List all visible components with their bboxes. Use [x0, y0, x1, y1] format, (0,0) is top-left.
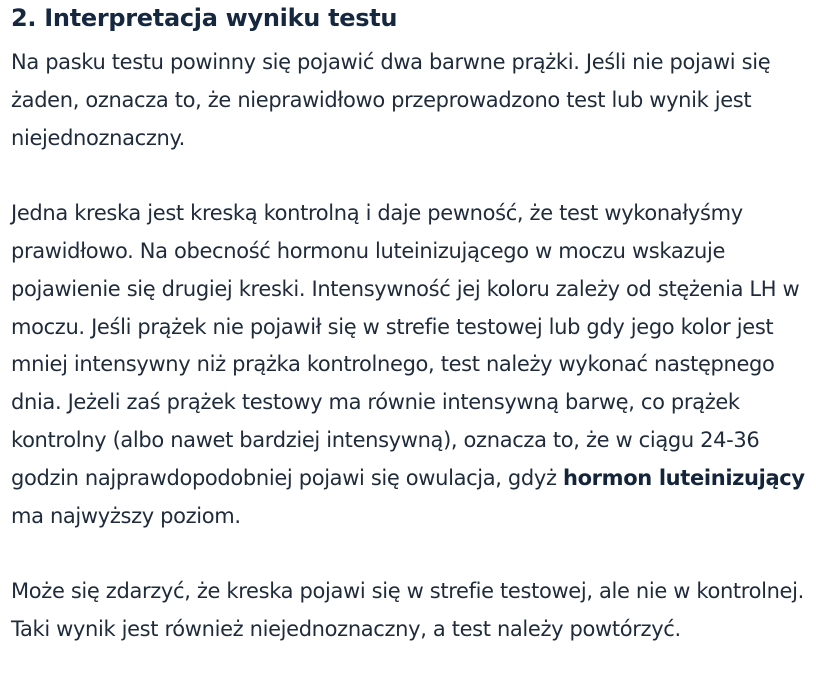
paragraph-text-after-bold: ma najwyższy poziom. [11, 503, 241, 528]
section-heading: 2. Interpretacja wyniku testu [11, 4, 398, 32]
paragraph-text-before-bold: Jedna kreska jest kreską kontrolną i daje pewność, że test wykonałyśmy prawidłowo. Na obecność hormonu luteinizującego w moczu wskazuje pojawienie się drugiej kreski. Intensywność jej koloru zależy od stężenia LH w moczu. Jeśli prążek nie pojawił się w strefie testowej lub gdy jego kolor jest mniej intensywny niż prążka kontrolnego, test należy wykonać następnego dnia. Jeżeli zaś prążek testowy ma równie intensywną barwę, co prążek kontrolny (albo nawet bardziej intensywną), oznacza to, że w ciągu 24-36 godzin najprawdopodobniej pojawi się owulacja, gdyż [11, 201, 800, 490]
article-section [11, 0, 811, 649]
paragraph-test-result-strips: Na pasku testu powinny się pojawić dwa barwne prążki. Jeśli nie pojawi się żaden, oznacza to, że nieprawidłowo przeprowadzono test lub wynik jest niejednoznaczny. [11, 50, 771, 150]
paragraph-inconclusive-result: Może się zdarzyć, że kreska pojawi się w strefie testowej, ale nie w kontrolnej. Taki wynik jest również niejednoznaczny, a test należy powtórzyć. [11, 579, 804, 641]
paragraph-control-and-test-lines [11, 195, 811, 535]
bold-term-lh-hormone: hormon luteinizujący [562, 465, 805, 490]
